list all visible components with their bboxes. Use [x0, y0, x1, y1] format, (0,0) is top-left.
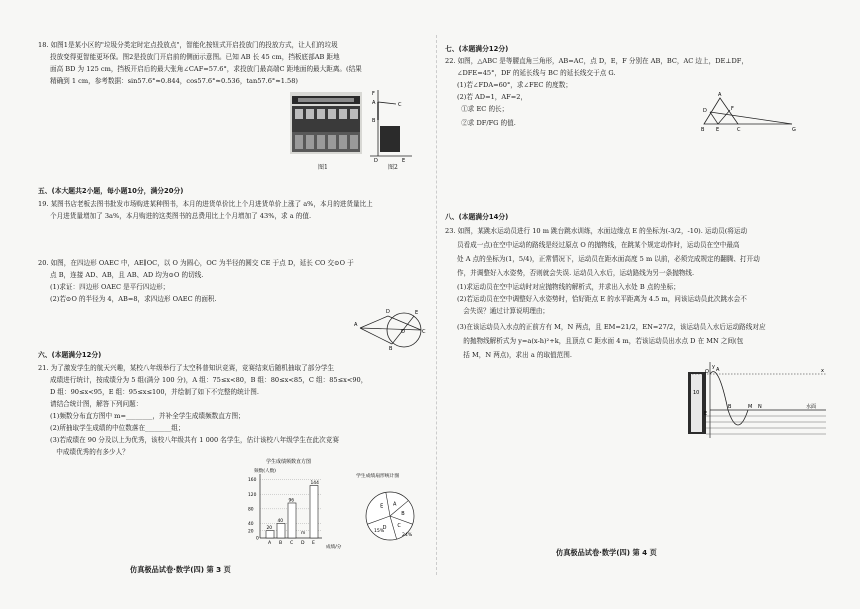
fig2-label: F	[372, 91, 375, 97]
q20-line: (2)若⊙O 的半径为 4，AB=8，求四边形 OAEC 的面积.	[50, 295, 217, 303]
bar-y-tick: 0	[256, 536, 259, 542]
q22-line: ①求 EC 的长；	[457, 105, 509, 113]
bar-y-tick: 80	[248, 507, 254, 513]
q23-label: 水面	[806, 404, 817, 410]
q23-line: 23. 如图，某跳水运动员进行 10 m 跳台跳水训练，水面边缘点 E 的坐标为(-3/2，-10). 运动员(将运动	[445, 227, 748, 235]
bar-y-tick: 160	[248, 478, 257, 484]
pie-slice-label: A	[392, 501, 397, 508]
q22-label: G	[792, 127, 796, 133]
q23-line: 处 A 点的坐标为(1，5/4)，正常情况下，运动员在距水面高度 5 m 以前，必须完成规定的翻腾、打开动	[457, 255, 760, 263]
bar-data-label: 96	[288, 498, 295, 504]
q20-label: O	[401, 329, 405, 335]
q21-line: 中成绩优秀的有多少人？	[50, 448, 129, 456]
q22-line: (2)若 AD=1，AF=2，	[457, 93, 528, 101]
q22-label: B	[701, 127, 705, 133]
fig2-caption: 图2	[388, 164, 398, 171]
section7-header: 七、(本题满分12分)	[445, 45, 509, 53]
q20-label: D	[386, 309, 390, 315]
q22-label: C	[737, 127, 741, 133]
q21-line: D 组：90≤x<95，E 组：95≤x≤100，并绘制了如下不完整的统计图.	[50, 388, 259, 396]
q19-line: 个月进货量增加了 3a%，本月购进的这类图书的总费用比上个月增加了 43%，求 a 的值.	[50, 212, 312, 220]
q18-line: 18. 如图1是某小区的"垃圾分类定时定点投放点"，智能化按钮式开启投放门的投放方式，让人们的垃圾	[38, 41, 338, 49]
fig2-label: B	[372, 118, 376, 124]
bar-mark	[310, 485, 318, 538]
q20-line: (1)求证：四边形 OAEC 是平行四边形；	[50, 283, 170, 291]
q23-line: (2)若运动员在空中调整好入水姿势时，恰好距点 E 的水平距离为 4.5 m，问该运动员此次跳水会不	[457, 295, 747, 303]
q23-line: 员看成一点)在空中运动的路线是经过原点 O 的抛物线，在跳某个规定动作时，运动员在空中最高	[457, 241, 740, 249]
q22-line: ∠DFE=45°，DF 的延长线与 BC 的延长线交于点 G.	[457, 69, 616, 77]
q21-line: 请结合统计图，解答下列问题：	[50, 400, 143, 408]
section8-header: 八、(本题满分14分)	[445, 213, 509, 221]
q20-label: C	[422, 329, 426, 335]
q20-line: 点 B，连接 AD、AB，且 AB、AD 均为⊙O 的切线.	[50, 271, 204, 279]
q20-label: E	[415, 310, 419, 316]
section5-header: 五、(本大题共2小题，每小题10分，满分20分)	[38, 187, 184, 195]
bar-data-label: m	[301, 531, 306, 536]
page-footer-left: 仿真极品试卷·数学(四) 第 3 页	[130, 565, 231, 574]
bar-mark	[266, 531, 274, 538]
q23-label: 10	[693, 390, 700, 396]
fig2-diagram	[366, 86, 416, 162]
bar-mark	[288, 503, 296, 538]
fig2-label: A	[372, 100, 376, 106]
q18-line: 投放变得更智能更环保。图2是投放门开启前的侧面示意图。已知 AB 长 45 cm，挡板底部AB 距地	[50, 53, 340, 61]
q22-line: ②求 DF/FG 的值.	[457, 119, 516, 127]
q23-line: 作，并调整好入水姿势，否则就会失误. 运动员入水后，运动路线为另一条抛物线.	[457, 269, 695, 277]
bar-data-label: 144	[310, 480, 319, 486]
q21-line: 成绩进行统计，按成绩分为 5 组(满分 100 分)，A 组：75≤x<80，B 组：80≤x<85，C 组：85≤x<90，	[50, 376, 368, 384]
pie-slice-label: B	[401, 511, 405, 518]
q23-label: N	[758, 404, 762, 410]
bar-data-label: 20	[266, 526, 273, 532]
pie-slice-label: D	[382, 525, 387, 532]
bar-mark	[277, 523, 285, 538]
bar-data-label: 40	[277, 518, 284, 524]
q22-line: (1)若∠FDA=60°，求∠FEC 的度数；	[457, 81, 572, 89]
pie-slice-label: C	[397, 523, 401, 530]
q22-label: E	[716, 127, 720, 133]
q18-line: 面高 BD 为 125 cm，挡板开启后的最大张角∠CAF=57.6°，求投放门最高端C 距地面的最大距离。(结果	[50, 65, 362, 73]
column-divider	[436, 35, 437, 575]
q22-line: 22. 如图，△ABC 是等腰直角三角形，AB=AC，点 D，E，F 分别在 AB，BC，AC 边上，DE⊥DF，	[445, 57, 748, 65]
q21-line: (2)所抽取学生成绩的中位数落在________组；	[50, 424, 185, 432]
q20-label: A	[354, 322, 358, 328]
page-footer-right: 仿真极品试卷·数学(四) 第 4 页	[556, 548, 657, 557]
q20-figure	[352, 306, 428, 350]
section6-header: 六、(本题满分12分)	[38, 351, 102, 359]
q23-line: (3)在该运动员入水点的正前方有 M，N 两点，且 EM=21/2，EN=27/2，该运动员入水后运动路线对应	[457, 323, 766, 331]
q21-line: (1)频数分布直方图中 m=________，并补全学生成绩频数直方图；	[50, 412, 245, 420]
bar-category-label: B	[279, 541, 283, 546]
fig2-label: E	[402, 158, 406, 162]
bar-category-label: E	[312, 541, 315, 546]
pie-chart	[352, 470, 428, 552]
q23-line: 会失误？通过计算说明理由；	[457, 307, 550, 315]
fig1-caption: 图1	[318, 164, 328, 171]
q23-label: E	[704, 411, 708, 417]
pie-percent-label: 24%	[402, 533, 413, 538]
bar-category-label: D	[301, 541, 305, 546]
q23-line: 括 M，N 两点)，求出 a 的取值范围.	[457, 351, 572, 359]
q21-line: (3)若成绩在 90 分及以上为优秀，该校八年级共有 1 000 名学生，估计该校八年级学生在此次竞赛	[50, 436, 339, 444]
fig2-label: D	[374, 158, 378, 162]
q23-label: A	[716, 367, 720, 373]
bar-chart-title: 学生成绩频数直方图	[266, 459, 312, 465]
q23-label: O	[705, 369, 709, 375]
bar-category-label: A	[268, 541, 272, 546]
bar-chart-bars	[266, 480, 319, 546]
q23-figure	[688, 360, 828, 440]
pie-chart-slices	[366, 492, 414, 540]
bar-category-label: C	[290, 541, 294, 546]
q23-line: 的抛物线解析式为 y=a(x-h)²+k，且顶点 C 距水面 4 m，若该运动员出水点 D 在 MN 之间(包	[457, 337, 744, 345]
q22-label: D	[703, 108, 707, 114]
q21-line: 21. 为了激发学生的航天兴趣，某校八年级举行了太空科普知识竞赛，竞赛结束后随机抽取了部分学生	[38, 364, 335, 372]
q23-label: x	[821, 368, 824, 374]
q20-label: B	[389, 346, 393, 350]
q22-label: A	[718, 92, 722, 98]
pie-chart-title: 学生成绩扇形统计图	[356, 474, 400, 479]
bar-y-tick: 20	[248, 529, 254, 535]
q22-label: F	[731, 106, 734, 112]
pie-slice-label: E	[380, 503, 384, 510]
pie-percent-label: 15%	[374, 529, 385, 534]
bar-chart	[226, 456, 356, 552]
fig1-photo	[290, 92, 362, 154]
fig2-label: C	[398, 102, 402, 108]
q20-line: 20. 如图，在四边形 OAEC 中，AE∥OC，以 O 为圆心，OC 为半径的圆交 CE 于点 D，延长 CO 交⊙O 于	[38, 259, 354, 267]
q22-figure	[700, 90, 800, 134]
bar-chart-ylabel: 频数(人数)	[254, 469, 276, 474]
q23-label: y	[712, 364, 715, 370]
q18-line: 精确到 1 cm，参考数据：sin57.6°≈0.844，cos57.6°≈0.536，tan57.6°≈1.58)	[50, 77, 298, 85]
bar-y-tick: 120	[248, 492, 257, 498]
q23-label: M	[748, 404, 753, 410]
bar-y-tick: 40	[248, 522, 254, 528]
q23-label: B	[728, 404, 732, 410]
bar-chart-xlabel: 成绩/分	[326, 545, 342, 550]
q19-line: 19. 某图书店老板去图书批发市场购进某种图书，本月的进货单价比上个月进货单价上涨了 a%，本月的进货量比上	[38, 200, 373, 208]
q23-line: (1)求运动员在空中运动时对应抛物线的解析式，并求出入水处 B 点的坐标；	[457, 283, 680, 291]
